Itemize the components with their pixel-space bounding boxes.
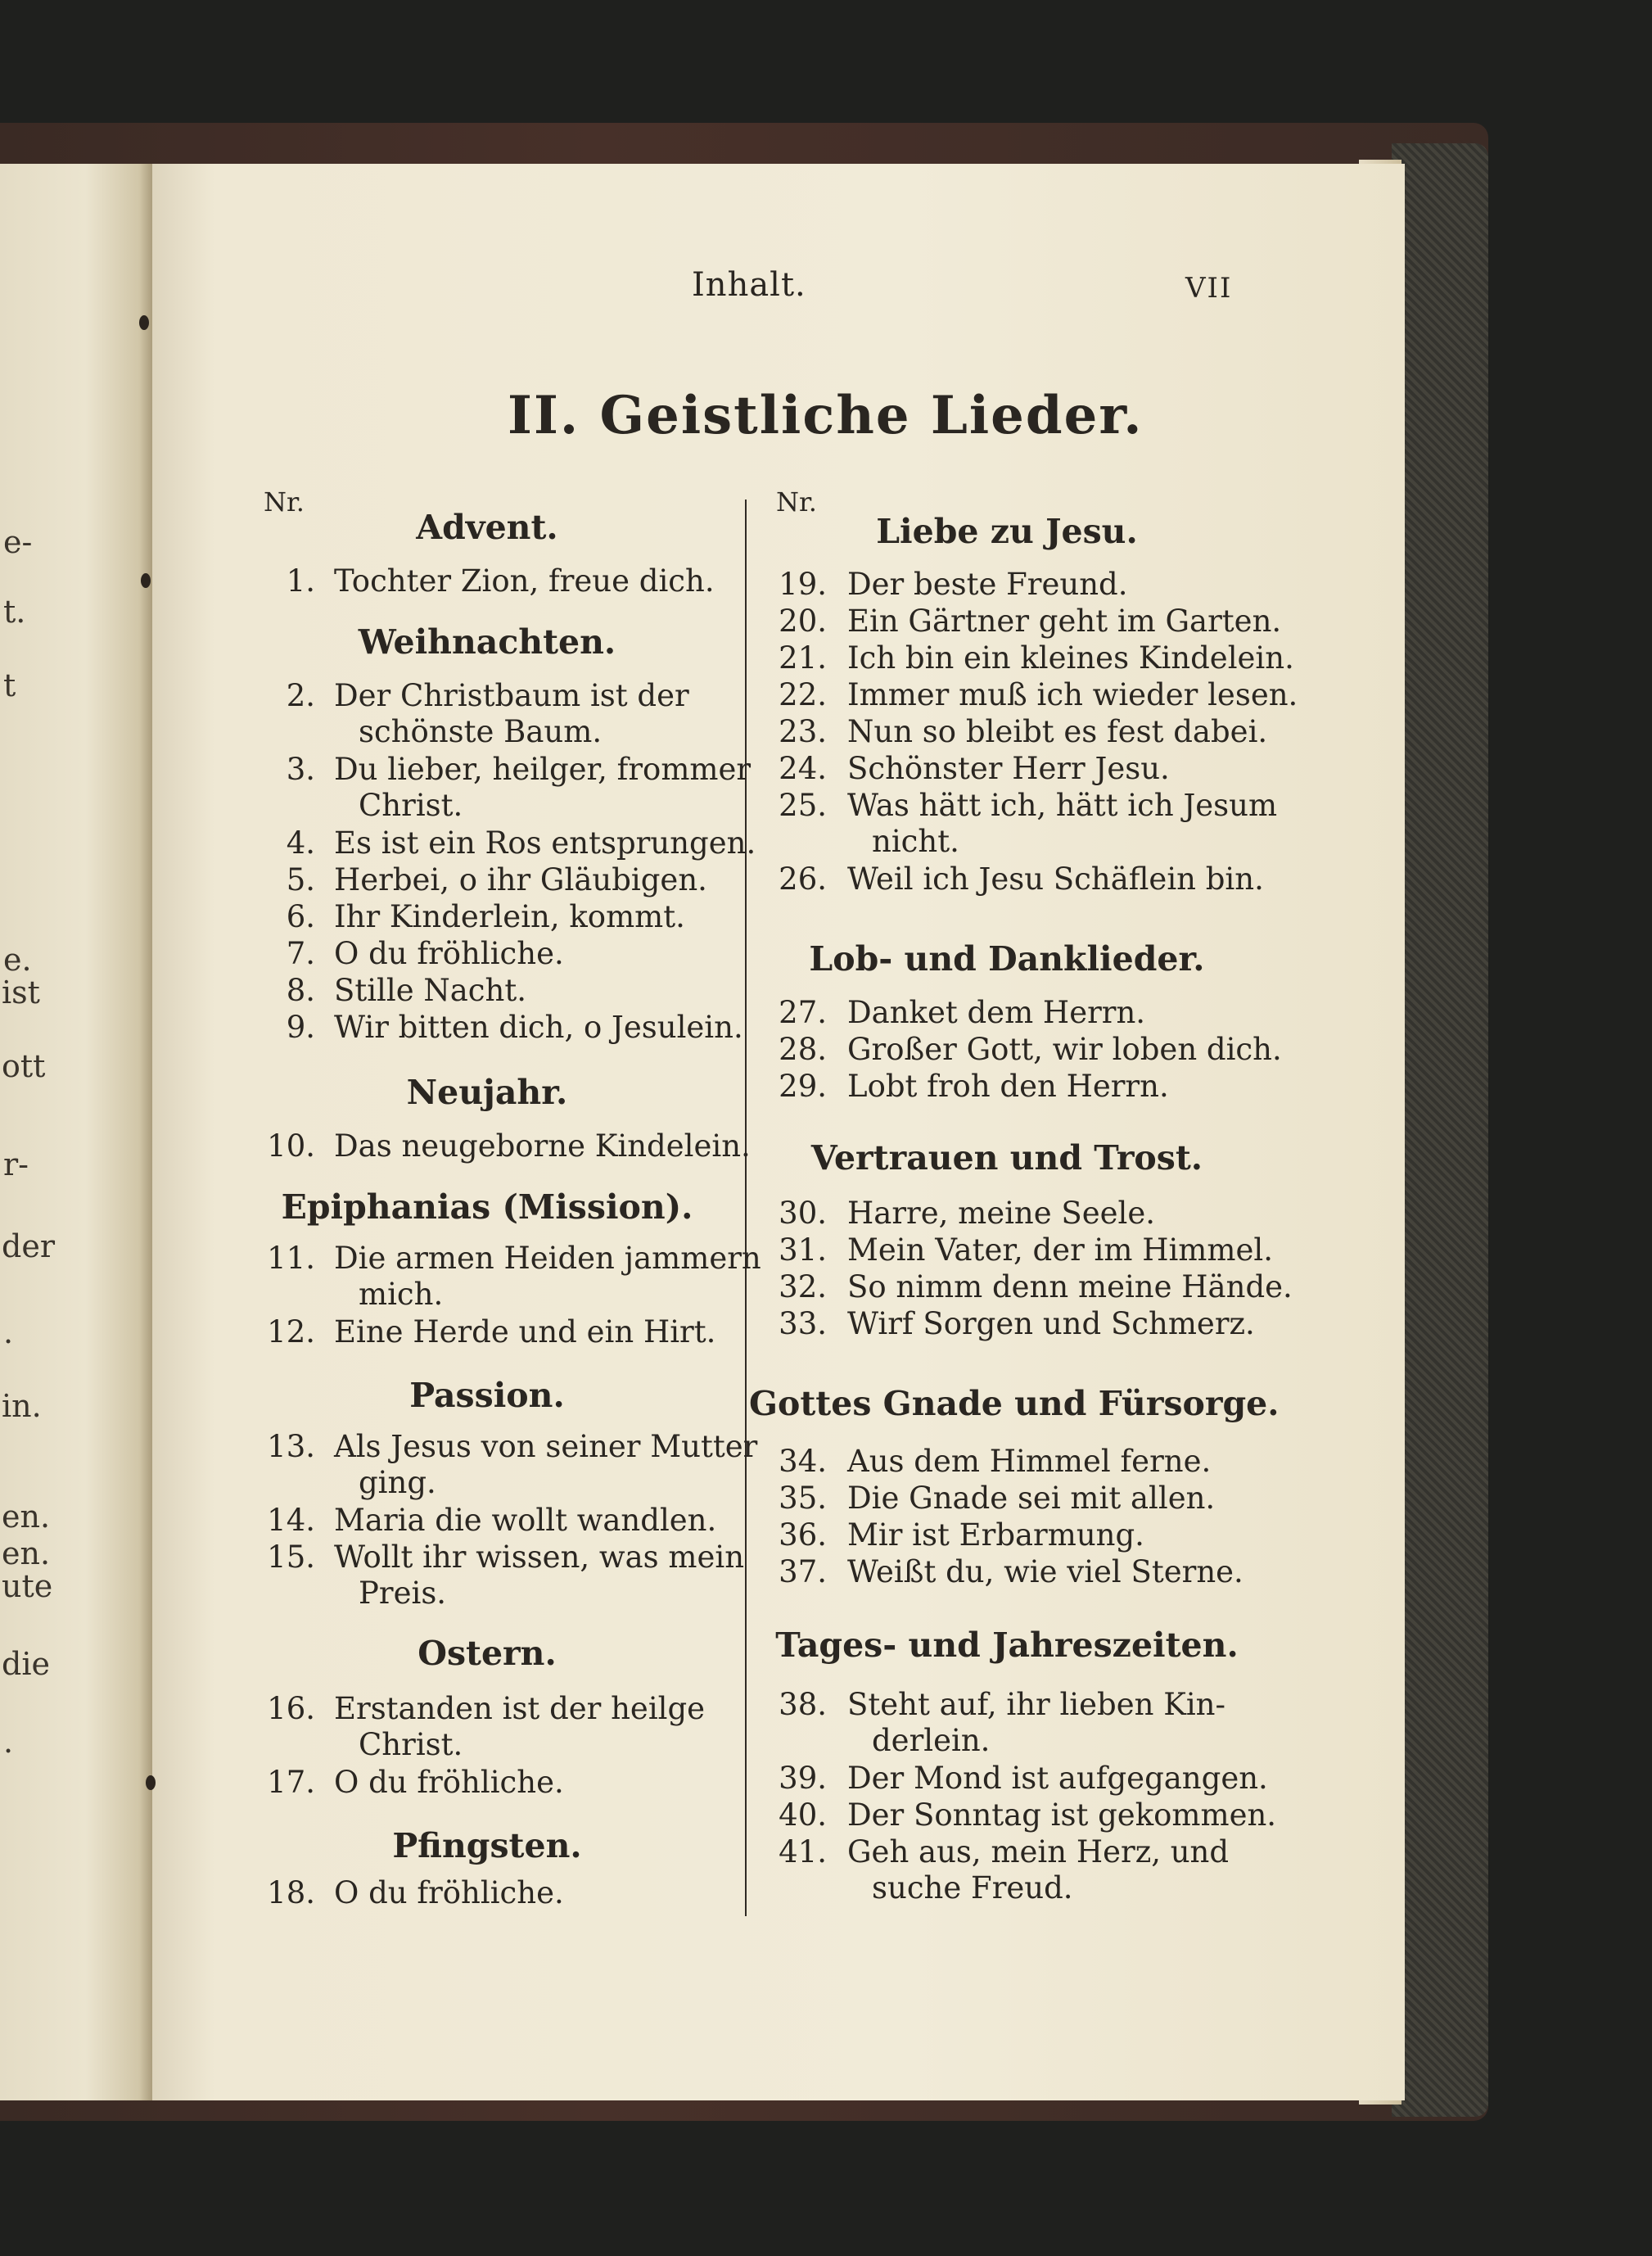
entry-title: Weil ich Jesu Schäflein bin. bbox=[847, 861, 1264, 897]
entry-title: Immer muß ich wieder lesen. bbox=[847, 677, 1298, 712]
entry-number: 8. bbox=[286, 973, 315, 1008]
entry-title: Großer Gott, wir loben dich. bbox=[847, 1032, 1282, 1067]
left-page-fragment: die bbox=[2, 1646, 50, 1682]
entry-title: Das neugeborne Kindelein. bbox=[334, 1128, 751, 1164]
entry-title: Tochter Zion, freue dich. bbox=[334, 563, 715, 599]
left-page-fragment: en. bbox=[2, 1535, 51, 1571]
entry-number: 7. bbox=[286, 936, 315, 971]
entry-number: 38. bbox=[779, 1687, 827, 1722]
entry-number: 10. bbox=[267, 1128, 315, 1164]
entry-number: 39. bbox=[779, 1761, 827, 1796]
entry-title: Steht auf, ihr lieben Kin- bbox=[847, 1687, 1226, 1722]
entry-title: mich. bbox=[359, 1277, 444, 1312]
entry-title: Der Mond ist aufgegangen. bbox=[847, 1761, 1268, 1796]
entry-number: 22. bbox=[779, 677, 827, 712]
left-page-fragment: der bbox=[2, 1228, 55, 1264]
entry-number: 23. bbox=[779, 714, 827, 749]
entry-title: Wir bitten dich, o Jesulein. bbox=[334, 1010, 743, 1045]
section-heading: Tages- und Jahreszeiten. bbox=[775, 1625, 1239, 1665]
entry-title: Schönster Herr Jesu. bbox=[847, 751, 1170, 786]
entry-title: Du lieber, heilger, frommer bbox=[334, 752, 752, 787]
entry-title: O du fröhliche. bbox=[334, 1765, 564, 1800]
entry-number: 34. bbox=[779, 1444, 827, 1479]
entry-number: 21. bbox=[779, 640, 827, 676]
entry-title: Eine Herde und ein Hirt. bbox=[334, 1314, 716, 1350]
entry-number: 35. bbox=[779, 1481, 827, 1516]
left-page-fragment: in. bbox=[2, 1388, 42, 1424]
entry-number: 41. bbox=[779, 1834, 827, 1869]
entry-number: 28. bbox=[779, 1032, 827, 1067]
left-page-fragment: en. bbox=[2, 1499, 51, 1535]
nr-label-right: Nr. bbox=[776, 486, 817, 518]
entry-number: 33. bbox=[779, 1306, 827, 1341]
section-heading: Advent. bbox=[416, 508, 558, 547]
running-title: Inhalt. bbox=[692, 266, 806, 304]
section-heading: Vertrauen und Trost. bbox=[810, 1138, 1203, 1178]
entry-number: 31. bbox=[779, 1232, 827, 1268]
entry-number: 11. bbox=[267, 1241, 315, 1276]
binding-thread bbox=[146, 1775, 156, 1790]
entry-number: 32. bbox=[779, 1269, 827, 1304]
entry-title: Wollt ihr wissen, was mein bbox=[334, 1539, 745, 1575]
section-heading: Weihnachten. bbox=[358, 622, 616, 662]
section-heading: Neujahr. bbox=[406, 1073, 568, 1112]
entry-number: 4. bbox=[286, 825, 315, 861]
entry-number: 27. bbox=[779, 995, 827, 1030]
entry-title: suche Freud. bbox=[872, 1870, 1073, 1906]
entry-title: Die armen Heiden jammern bbox=[334, 1241, 761, 1276]
entry-number: 13. bbox=[267, 1429, 315, 1464]
entry-title: Maria die wollt wandlen. bbox=[334, 1503, 717, 1538]
entry-number: 25. bbox=[779, 788, 827, 823]
entry-title: Lobt froh den Herrn. bbox=[847, 1069, 1169, 1104]
entry-title: Der Christbaum ist der bbox=[334, 678, 689, 713]
entry-number: 19. bbox=[779, 567, 827, 602]
entry-number: 17. bbox=[267, 1765, 315, 1800]
entry-title: Weißt du, wie viel Sterne. bbox=[847, 1554, 1244, 1589]
left-page bbox=[0, 164, 156, 2100]
entry-title: Der beste Freund. bbox=[847, 567, 1128, 602]
entry-title: Geh aus, mein Herz, und bbox=[847, 1834, 1230, 1869]
left-page-fragment: t bbox=[3, 667, 16, 703]
entry-number: 29. bbox=[779, 1069, 827, 1104]
entry-title: Danket dem Herrn. bbox=[847, 995, 1146, 1030]
entry-number: 30. bbox=[779, 1196, 827, 1231]
entry-number: 3. bbox=[286, 752, 315, 787]
entry-title: Ihr Kinderlein, kommt. bbox=[334, 899, 685, 934]
entry-title: Stille Nacht. bbox=[334, 973, 526, 1008]
left-page-fragment: . bbox=[3, 1314, 14, 1350]
entry-number: 20. bbox=[779, 604, 827, 639]
section-heading: Epiphanias (Mission). bbox=[281, 1187, 693, 1227]
entry-title: Es ist ein Ros entsprungen. bbox=[334, 825, 756, 861]
entry-title: Erstanden ist der heilge bbox=[334, 1691, 706, 1726]
entry-title: Mein Vater, der im Himmel. bbox=[847, 1232, 1273, 1268]
left-page-fragment: r- bbox=[3, 1146, 29, 1182]
section-heading: Passion. bbox=[409, 1376, 565, 1415]
section-heading: Ostern. bbox=[418, 1634, 557, 1673]
entry-title: Der Sonntag ist gekommen. bbox=[847, 1797, 1277, 1833]
column-divider bbox=[745, 500, 747, 1916]
entry-title: Mir ist Erbarmung. bbox=[847, 1517, 1144, 1553]
entry-title: nicht. bbox=[872, 824, 959, 859]
entry-title: Nun so bleibt es fest dabei. bbox=[847, 714, 1268, 749]
entry-title: Harre, meine Seele. bbox=[847, 1196, 1156, 1231]
section-heading: Gottes Gnade und Fürsorge. bbox=[749, 1384, 1280, 1423]
entry-title: Die Gnade sei mit allen. bbox=[847, 1481, 1216, 1516]
left-page-fragment: ott bbox=[2, 1048, 46, 1084]
entry-title: schönste Baum. bbox=[359, 714, 603, 749]
section-heading: Liebe zu Jesu. bbox=[876, 512, 1138, 551]
entry-number: 16. bbox=[267, 1691, 315, 1726]
entry-title: Preis. bbox=[359, 1576, 447, 1611]
entry-number: 15. bbox=[267, 1539, 315, 1575]
section-heading: Pfingsten. bbox=[392, 1826, 582, 1865]
entry-number: 6. bbox=[286, 899, 315, 934]
entry-number: 14. bbox=[267, 1503, 315, 1538]
entry-number: 26. bbox=[779, 861, 827, 897]
entry-title: derlein. bbox=[872, 1723, 991, 1758]
entry-title: ging. bbox=[359, 1465, 436, 1500]
binding-thread bbox=[139, 315, 149, 330]
entry-title: Christ. bbox=[359, 1727, 463, 1762]
entry-number: 9. bbox=[286, 1010, 315, 1045]
entry-number: 1. bbox=[286, 563, 315, 599]
entry-title: Als Jesus von seiner Mutter bbox=[334, 1429, 758, 1464]
left-page-fragment: . bbox=[3, 1724, 14, 1760]
entry-title: Christ. bbox=[359, 788, 463, 823]
section-heading: Lob- und Danklieder. bbox=[809, 939, 1205, 979]
entry-title: Wirf Sorgen und Schmerz. bbox=[847, 1306, 1255, 1341]
entry-title: O du fröhliche. bbox=[334, 1875, 564, 1910]
entry-title: Ein Gärtner geht im Garten. bbox=[847, 604, 1282, 639]
left-page-fragment: e. bbox=[3, 942, 32, 978]
entry-number: 18. bbox=[267, 1875, 315, 1910]
entry-number: 2. bbox=[286, 678, 315, 713]
entry-number: 24. bbox=[779, 751, 827, 786]
left-page-fragment: ute bbox=[2, 1568, 53, 1604]
binding-thread bbox=[141, 573, 151, 588]
left-page-fragment: e- bbox=[3, 524, 33, 560]
entry-number: 40. bbox=[779, 1797, 827, 1833]
entry-title: Ich bin ein kleines Kindelein. bbox=[847, 640, 1294, 676]
entry-number: 37. bbox=[779, 1554, 827, 1589]
book-spine-cloth bbox=[1392, 143, 1488, 2117]
entry-title: O du fröhliche. bbox=[334, 936, 564, 971]
entry-title: So nimm denn meine Hände. bbox=[847, 1269, 1293, 1304]
main-title: II. Geistliche Lieder. bbox=[508, 385, 1144, 446]
entry-title: Was hätt ich, hätt ich Jesum bbox=[847, 788, 1278, 823]
entry-number: 12. bbox=[267, 1314, 315, 1350]
left-page-fragment: t. bbox=[3, 594, 26, 630]
entry-number: 36. bbox=[779, 1517, 827, 1553]
entry-title: Aus dem Himmel ferne. bbox=[847, 1444, 1212, 1479]
entry-number: 5. bbox=[286, 862, 315, 897]
page-number: VII bbox=[1185, 272, 1233, 305]
left-page-fragment: ist bbox=[2, 974, 40, 1010]
nr-label-left: Nr. bbox=[264, 486, 305, 518]
entry-title: Herbei, o ihr Gläubigen. bbox=[334, 862, 707, 897]
